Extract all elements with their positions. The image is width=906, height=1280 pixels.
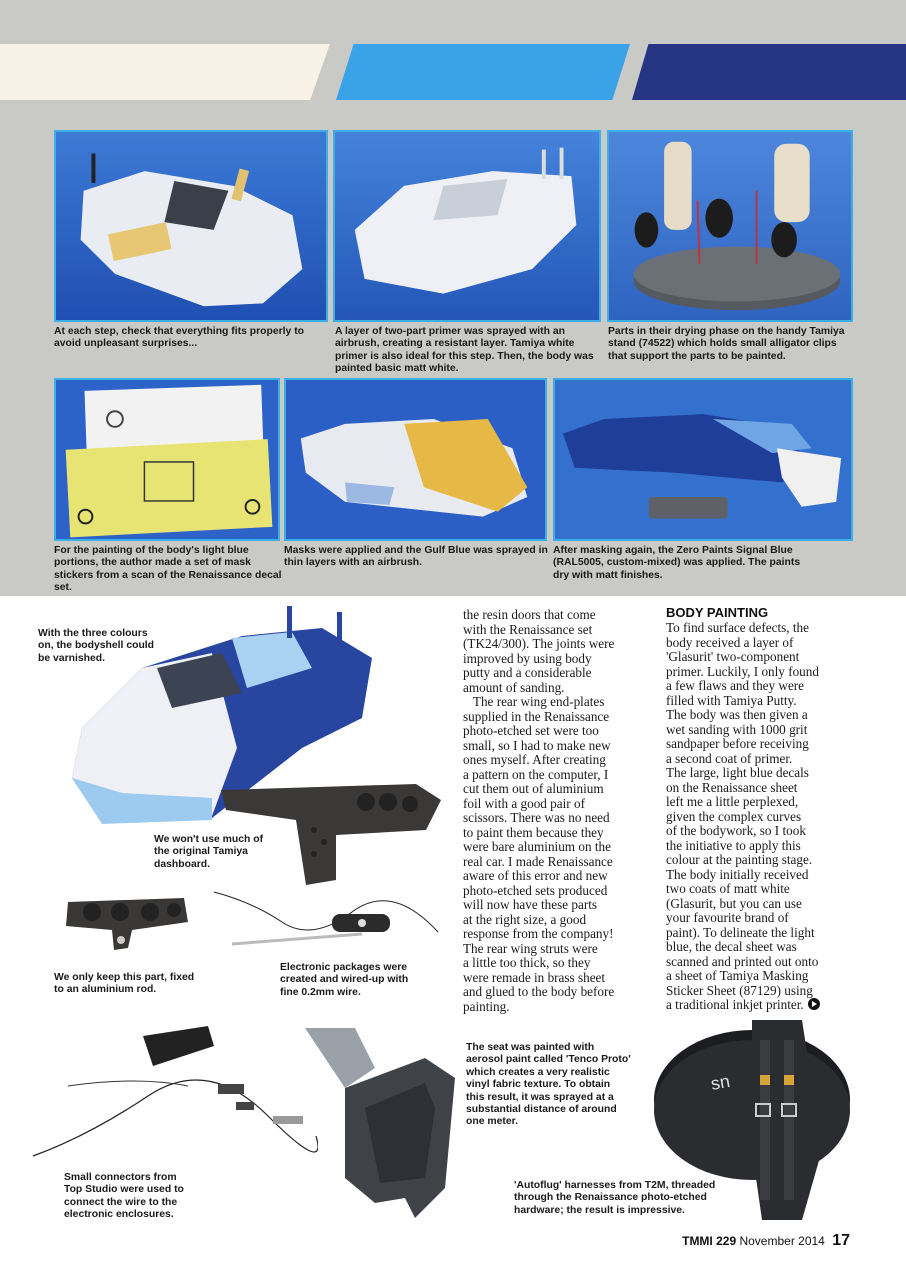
caption-gulf-blue: Masks were applied and the Gulf Blue was sprayed in thin layers with an airbrush. [284,545,548,569]
continue-arrow-icon [808,998,820,1010]
header-tab-navy [632,44,906,100]
article-line: colour at the painting stage. [666,852,813,867]
article-line: photo-etched set were too [463,723,599,738]
image-electronic-packages [212,882,440,960]
article-line: (TK24/300). The joints were [463,636,615,651]
article-line: (Glasurit, but you can use [666,895,802,911]
article-line: cut them out of aluminium [463,781,604,796]
caption-harness: 'Autoflug' harnesses from T2M, threaded through the Renaissance photo-etched hardware; the result is impressive. [514,1180,716,1216]
article-line: blue, the decal sheet was [666,939,797,954]
article-line: The body initially received [666,866,809,882]
article-line: will now have these parts [463,897,598,912]
article-line: The large, light blue decals [666,765,809,780]
caption-seat: The seat was painted with aerosol paint called 'Tenco Proto' which creates a very realistic vinyl fabric texture. To obtain this result, it was sprayed at a substantial distance of around one meter. [466,1042,631,1128]
article-line: 'Glasurit' two-component [666,649,800,664]
article-line: response from the company! [463,926,614,941]
article-line: real car. I made Renaissance [463,853,613,869]
article-line: paint). To delineate the light [666,924,815,940]
article-line: a sheet of Tamiya Masking [666,968,809,983]
article-line: two coats of matt white [666,881,790,896]
article-line: The body was then given a [666,707,808,722]
caption-signal-blue: After masking again, the Zero Paints Signal Blue (RAL5005, custom-mixed) was applied. The paints dry with matt finishes. [553,545,801,581]
article-line: a second coat of primer. [666,750,793,766]
caption-mask-stickers: For the painting of the body's light blue portions, the author made a set of mask stickers from a scan of the Renaissance decal set. [54,545,282,594]
caption-primer: A layer of two-part primer was sprayed with an airbrush, creating a resistant layer. Tamiya white primer is also ideal for this step. Then, the body was painted basic matt white. [335,326,594,375]
article-line: The rear wing end-plates [463,694,605,709]
article-line: To find surface defects, the [666,620,809,635]
section-heading-body-painting: BODY PAINTING [666,605,769,620]
article-line: a traditional inkjet printer. [666,998,856,1013]
article-line: filled with Tamiya Putty. [666,692,797,708]
article-line: ones myself. After creating [463,752,606,767]
caption-aluminium-rod: We only keep this part, fixed to an aluminium rod. [54,972,195,996]
article-line: supplied in the Renaissance [463,708,610,724]
article-line: on the Renaissance sheet [666,779,798,795]
svg-text:sn: sn [709,1070,732,1094]
photo-primer-body [333,130,601,322]
footer-magazine: TMMI 229 [682,1234,737,1248]
header-tab-cream [0,44,330,100]
article-line: given the complex curves [666,808,802,824]
image-dashboard-part [62,892,190,956]
article-line: a little too thick, so they [463,955,591,970]
photo-gulf-blue-masks [284,378,547,541]
article-column-right [666,621,856,1013]
header-tab-blue [336,44,630,100]
article-line: body received a layer of [666,634,794,650]
article-line: amount of sanding. [463,679,565,695]
article-line: The rear wing struts were [463,940,598,956]
caption-varnished-body: With the three colours on, the bodyshell could be varnished. [38,628,155,664]
article-line: primer. Luckily, I only found [666,663,819,679]
image-seat [305,1028,463,1220]
article-line: the initiative to apply this [666,837,801,853]
article-line: your favourite brand of [666,910,789,925]
article-line: and glued to the body before [463,984,615,999]
article-line: improved by using body [463,650,592,666]
article-line: painting. [463,998,510,1014]
article-line: Sticker Sheet (87129) using [666,982,813,998]
article-line: foil with a good pair of [463,795,585,811]
article-line: sandpaper before receiving [666,736,809,751]
article-line: were remade in brass sheet [463,969,606,985]
caption-electronic-packages: Electronic packages were created and wired-up with fine 0.2mm wire. [280,962,409,998]
article-line: with the Renaissance set [463,621,593,637]
article-line: the resin doors that come [463,607,596,622]
article-line: a pattern on the computer, I [463,766,609,782]
article-line: of the bodywork, so I took [666,823,806,838]
photo-drying-stand [607,130,853,322]
page-number: 17 [832,1232,850,1249]
article-line: photo-etched sets produced [463,882,608,898]
article-line: left me a little perplexed, [666,794,799,809]
article-line: were bare aluminium on the [463,839,611,854]
article-line: putty and a considerable [463,665,592,680]
photo-signal-blue [553,378,853,541]
caption-connectors: Small connectors from Top Studio were used to connect the wire to the electronic enclosures. [64,1172,184,1221]
photo-body-fit-check [54,130,328,322]
article-line: at the right size, a good [463,911,587,927]
footer-date: November 2014 [739,1234,825,1248]
photo-mask-stickers [54,378,280,541]
article-line: wet sanding with 1000 grit [666,721,808,737]
article-line: small, so I had to make new [463,737,611,753]
caption-drying-stand: Parts in their drying phase on the handy Tamiya stand (74522) which holds small alligator clips that support the parts to be painted. [608,326,845,362]
article-line: a few flaws and they were [666,678,805,693]
article-line: aware of this error and new [463,868,608,883]
caption-dashboard: We won't use much of the original Tamiya dashboard. [154,834,264,870]
article-line: to paint them because they [463,824,604,840]
article-line: scanned and printed out onto [666,953,819,969]
article-column-left [463,608,657,1014]
page-footer [682,1232,850,1250]
caption-fit-check: At each step, check that everything fits properly to avoid unpleasant surprises... [54,326,305,350]
article-line: scissors. There was no need [463,810,610,825]
image-connectors [28,1016,318,1166]
